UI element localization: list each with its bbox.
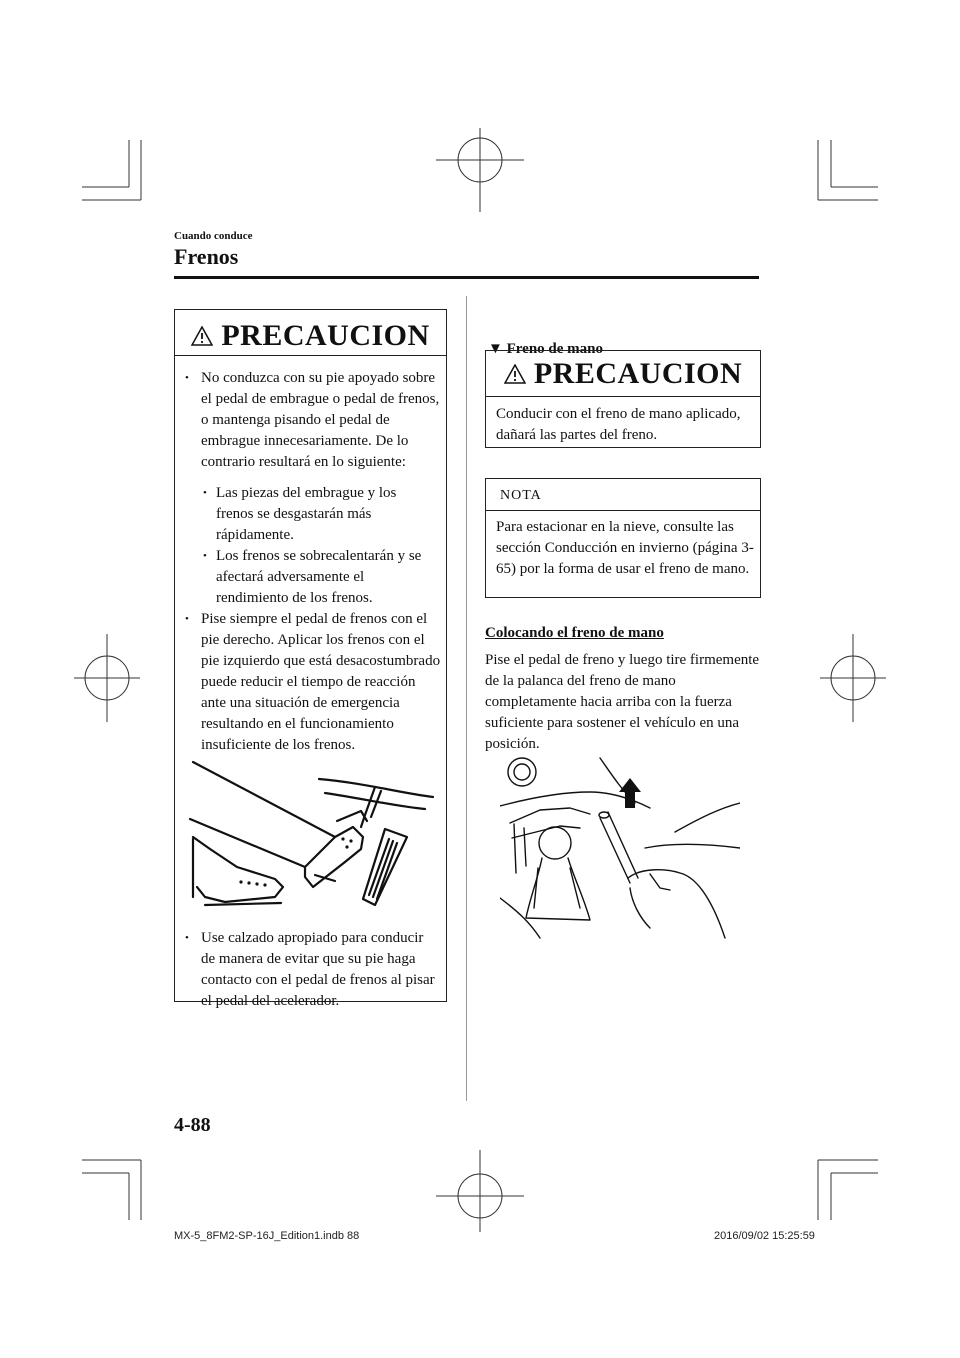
warning-triangle-icon bbox=[191, 326, 213, 346]
section-label: Cuando conduce bbox=[174, 230, 253, 242]
warning-bullet: • No conduzca con su pie apoyado sobre el pedal de embrague o pedal de frenos, o mantenga pisando el pedal de embrague innecesariamente. De lo contrario resultará en lo siguiente: bbox=[175, 368, 441, 473]
warning-text: Conducir con el freno de mano aplicado, dañará las partes del freno. bbox=[496, 406, 741, 443]
warning-sub-bullet: • Las piezas del embrague y los frenos se desgastarán más rápidamente. bbox=[175, 483, 441, 546]
note-box bbox=[485, 478, 761, 598]
warning-bullet: • Use calzado apropiado para conducir de manera de evitar que su pie haga contacto con el pedal de frenos al pisar el pedal del acelerador. bbox=[175, 928, 441, 1012]
warning-box-left bbox=[174, 309, 447, 1009]
parking-brake-lever-illustration bbox=[500, 748, 740, 940]
note-title: NOTA bbox=[500, 488, 542, 503]
warning-bullet: • Pise siempre el pedal de frenos con el pie derecho. Aplicar los frenos con el pie izquierdo que está desacostumbrado puede reducir el tiempo de reacción ante una situación de emergencia resultando en el funcionamiento insuficiente de los frenos. bbox=[175, 609, 441, 756]
column-divider bbox=[466, 296, 467, 1101]
warning-sub-bullet: • Los frenos se sobrecalentarán y se afectará adversamente el rendimiento de los frenos. bbox=[175, 546, 441, 609]
page-number: 4-88 bbox=[174, 1114, 211, 1136]
warning-title: PRECAUCION bbox=[533, 357, 743, 390]
feet-on-pedals-illustration bbox=[185, 757, 447, 922]
triangle-down-icon: ▼ bbox=[488, 341, 503, 357]
warning-title: PRECAUCION bbox=[221, 319, 430, 352]
paragraph: Pise el pedal de freno y luego tire firmemente de la palanca del freno de mano completamente hacia arriba con la fuerza suficiente para sostener el vehículo en una posición. bbox=[485, 652, 760, 752]
warning-triangle-icon bbox=[504, 364, 526, 384]
subheading: Colocando el freno de mano bbox=[485, 625, 664, 641]
warning-header bbox=[486, 351, 760, 397]
note-text: Para estacionar en la nieve, consulte las sección Conducción en invierno (página 3-65) por la forma de usar el freno de mano. bbox=[496, 519, 754, 577]
footer-file: MX-5_8FM2-SP-16J_Edition1.indb 88 bbox=[174, 1230, 360, 1242]
warning-box-right bbox=[485, 350, 761, 448]
header-rule bbox=[174, 276, 759, 279]
section-heading: ▼ Freno de mano bbox=[488, 341, 603, 357]
section-title: Frenos bbox=[174, 244, 239, 269]
footer-timestamp: 2016/09/02 15:25:59 bbox=[714, 1230, 815, 1242]
